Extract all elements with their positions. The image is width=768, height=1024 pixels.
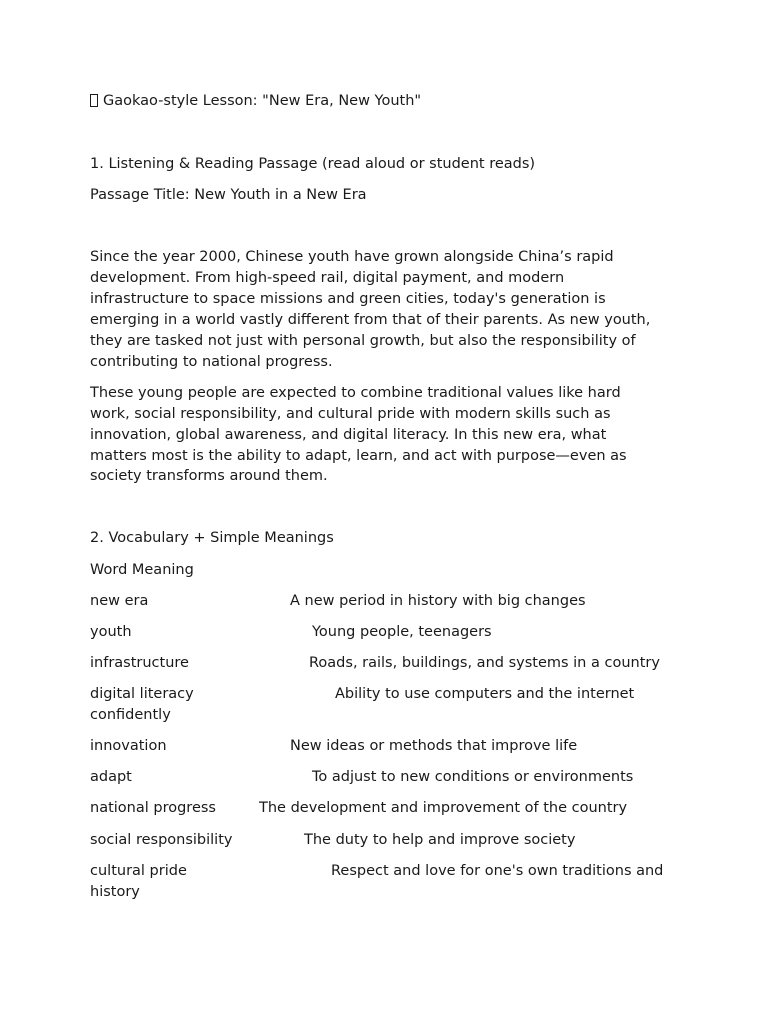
- paragraph-line: infrastructure to space missions and green cities, today's generation is: [90, 291, 606, 307]
- paragraph-line: contributing to national progress.: [90, 354, 333, 370]
- vocab-meaning: To adjust to new conditions or environments: [312, 769, 634, 785]
- paragraph-line: innovation, global awareness, and digital literacy. In this new era, what: [90, 427, 607, 443]
- lesson-title: [90, 91, 421, 112]
- vocab-word: social responsibility: [90, 832, 233, 848]
- paragraph-line: development. From high-speed rail, digital payment, and modern: [90, 270, 565, 286]
- section1-heading: 1. Listening & Reading Passage (read aloud or student reads): [90, 156, 536, 172]
- vocab-word: national progress: [90, 800, 216, 816]
- vocab-word: adapt: [90, 769, 132, 785]
- vocab-meaning: Roads, rails, buildings, and systems in a country: [309, 655, 660, 671]
- paragraph-line: emerging in a world vastly different from that of their parents. As new youth,: [90, 312, 651, 328]
- vocab-word: digital literacy: [90, 686, 194, 702]
- vocab-word: innovation: [90, 738, 167, 754]
- missing-glyph-icon: [90, 94, 98, 107]
- vocab-word: infrastructure: [90, 655, 189, 671]
- paragraph-line: society transforms around them.: [90, 468, 328, 484]
- paragraph-line: matters most is the ability to adapt, learn, and act with purpose—even as: [90, 448, 627, 464]
- paragraph-line: work, social responsibility, and cultural pride with modern skills such as: [90, 406, 611, 422]
- vocab-meaning: Young people, teenagers: [312, 624, 492, 640]
- paragraph-line: they are tasked not just with personal growth, but also the responsibility of: [90, 333, 636, 349]
- vocab-word: youth: [90, 624, 132, 640]
- vocab-meaning-continuation: confidently: [90, 707, 171, 723]
- paragraph-line: These young people are expected to combine traditional values like hard: [90, 385, 621, 401]
- vocab-word: new era: [90, 593, 149, 609]
- vocab-meaning-continuation: history: [90, 884, 140, 900]
- vocab-meaning: New ideas or methods that improve life: [290, 738, 578, 754]
- vocab-meaning: A new period in history with big changes: [290, 593, 586, 609]
- section2-heading: 2. Vocabulary + Simple Meanings: [90, 530, 334, 546]
- vocab-table-header: Word Meaning: [90, 562, 194, 578]
- vocab-meaning: Respect and love for one's own traditions and: [331, 863, 664, 879]
- vocab-word: cultural pride: [90, 863, 187, 879]
- paragraph-line: Since the year 2000, Chinese youth have grown alongside China’s rapid: [90, 249, 614, 265]
- lesson-title-text: Gaokao-style Lesson: "New Era, New Youth": [103, 93, 422, 109]
- vocab-meaning: The duty to help and improve society: [304, 832, 576, 848]
- passage-title: Passage Title: New Youth in a New Era: [90, 187, 367, 203]
- vocab-meaning: Ability to use computers and the internet: [335, 686, 635, 702]
- vocab-meaning: The development and improvement of the country: [259, 800, 628, 816]
